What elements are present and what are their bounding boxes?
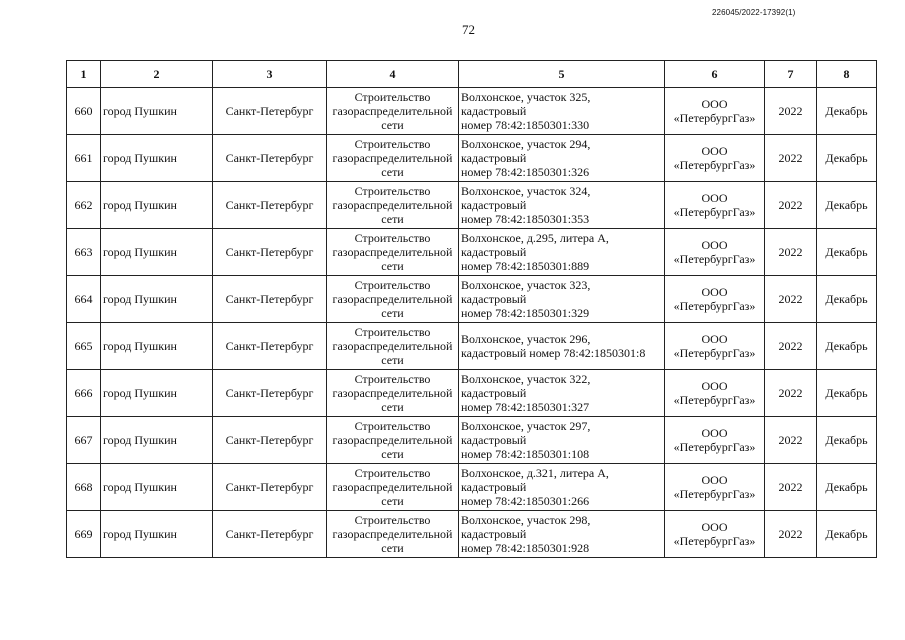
- month-cell: Декабрь: [817, 511, 877, 558]
- table-row: [67, 323, 877, 370]
- row-number-cell: 662: [67, 182, 101, 229]
- row-number-cell: 660: [67, 88, 101, 135]
- table-row: [67, 370, 877, 417]
- work-type-cell: Строительство газораспределительной сети: [327, 464, 459, 511]
- place-cell: город Пушкин: [101, 323, 213, 370]
- table-row: [67, 135, 877, 182]
- place-cell: город Пушкин: [101, 464, 213, 511]
- month-cell: Декабрь: [817, 182, 877, 229]
- organization-cell: ООО «ПетербургГаз»: [665, 511, 765, 558]
- work-type-cell: Строительство газораспределительной сети: [327, 182, 459, 229]
- organization-cell: ООО «ПетербургГаз»: [665, 229, 765, 276]
- year-cell: 2022: [765, 370, 817, 417]
- organization-cell: ООО «ПетербургГаз»: [665, 464, 765, 511]
- document-code: 226045/2022-17392(1): [712, 8, 796, 17]
- month-cell: Декабрь: [817, 229, 877, 276]
- region-cell: Санкт-Петербург: [213, 511, 327, 558]
- work-type-cell: Строительство газораспределительной сети: [327, 276, 459, 323]
- year-cell: 2022: [765, 276, 817, 323]
- year-cell: 2022: [765, 229, 817, 276]
- row-number-cell: 669: [67, 511, 101, 558]
- region-cell: Санкт-Петербург: [213, 182, 327, 229]
- table-row: [67, 464, 877, 511]
- object-cell: Волхонское, участок 324, кадастровый номер 78:42:1850301:353: [459, 182, 665, 229]
- organization-cell: ООО «ПетербургГаз»: [665, 417, 765, 464]
- region-cell: Санкт-Петербург: [213, 135, 327, 182]
- work-type-cell: Строительство газораспределительной сети: [327, 323, 459, 370]
- region-cell: Санкт-Петербург: [213, 229, 327, 276]
- work-type-cell: Строительство газораспределительной сети: [327, 135, 459, 182]
- year-cell: 2022: [765, 135, 817, 182]
- region-cell: Санкт-Петербург: [213, 417, 327, 464]
- place-cell: город Пушкин: [101, 182, 213, 229]
- place-cell: город Пушкин: [101, 511, 213, 558]
- region-cell: Санкт-Петербург: [213, 370, 327, 417]
- place-cell: город Пушкин: [101, 229, 213, 276]
- region-cell: Санкт-Петербург: [213, 276, 327, 323]
- month-cell: Декабрь: [817, 370, 877, 417]
- table-row: [67, 88, 877, 135]
- column-header: 3: [213, 61, 327, 88]
- table-body: [67, 88, 877, 558]
- year-cell: 2022: [765, 88, 817, 135]
- year-cell: 2022: [765, 323, 817, 370]
- table-row: [67, 511, 877, 558]
- organization-cell: ООО «ПетербургГаз»: [665, 135, 765, 182]
- month-cell: Декабрь: [817, 135, 877, 182]
- organization-cell: ООО «ПетербургГаз»: [665, 323, 765, 370]
- column-header: 7: [765, 61, 817, 88]
- organization-cell: ООО «ПетербургГаз»: [665, 88, 765, 135]
- place-cell: город Пушкин: [101, 370, 213, 417]
- page-number: 72: [462, 22, 475, 37]
- table-row: [67, 417, 877, 464]
- organization-cell: ООО «ПетербургГаз»: [665, 370, 765, 417]
- table-row: [67, 229, 877, 276]
- place-cell: город Пушкин: [101, 135, 213, 182]
- header-row: [67, 61, 877, 88]
- row-number-cell: 661: [67, 135, 101, 182]
- table-row: [67, 276, 877, 323]
- year-cell: 2022: [765, 182, 817, 229]
- object-cell: Волхонское, участок 298, кадастровый номер 78:42:1850301:928: [459, 511, 665, 558]
- object-cell: Волхонское, участок 325, кадастровый номер 78:42:1850301:330: [459, 88, 665, 135]
- object-cell: Волхонское, участок 297, кадастровый номер 78:42:1850301:108: [459, 417, 665, 464]
- month-cell: Декабрь: [817, 323, 877, 370]
- region-cell: Санкт-Петербург: [213, 464, 327, 511]
- place-cell: город Пушкин: [101, 276, 213, 323]
- row-number-cell: 663: [67, 229, 101, 276]
- month-cell: Декабрь: [817, 88, 877, 135]
- work-type-cell: Строительство газораспределительной сети: [327, 370, 459, 417]
- row-number-cell: 668: [67, 464, 101, 511]
- column-header: 4: [327, 61, 459, 88]
- organization-cell: ООО «ПетербургГаз»: [665, 276, 765, 323]
- work-type-cell: Строительство газораспределительной сети: [327, 88, 459, 135]
- work-type-cell: Строительство газораспределительной сети: [327, 511, 459, 558]
- column-header: 6: [665, 61, 765, 88]
- work-type-cell: Строительство газораспределительной сети: [327, 229, 459, 276]
- region-cell: Санкт-Петербург: [213, 323, 327, 370]
- object-cell: Волхонское, участок 322, кадастровый номер 78:42:1850301:327: [459, 370, 665, 417]
- year-cell: 2022: [765, 511, 817, 558]
- row-number-cell: 667: [67, 417, 101, 464]
- year-cell: 2022: [765, 417, 817, 464]
- place-cell: город Пушкин: [101, 417, 213, 464]
- row-number-cell: 665: [67, 323, 101, 370]
- organization-cell: ООО «ПетербургГаз»: [665, 182, 765, 229]
- table-row: [67, 182, 877, 229]
- object-cell: Волхонское, участок 296, кадастровый номер 78:42:1850301:8: [459, 323, 665, 370]
- work-type-cell: Строительство газораспределительной сети: [327, 417, 459, 464]
- object-cell: Волхонское, д.321, литера А, кадастровый номер 78:42:1850301:266: [459, 464, 665, 511]
- column-header: 8: [817, 61, 877, 88]
- month-cell: Декабрь: [817, 464, 877, 511]
- column-header: 2: [101, 61, 213, 88]
- place-cell: город Пушкин: [101, 88, 213, 135]
- object-cell: Волхонское, участок 294, кадастровый номер 78:42:1850301:326: [459, 135, 665, 182]
- row-number-cell: 664: [67, 276, 101, 323]
- column-header: 5: [459, 61, 665, 88]
- object-cell: Волхонское, участок 323, кадастровый номер 78:42:1850301:329: [459, 276, 665, 323]
- year-cell: 2022: [765, 464, 817, 511]
- object-cell: Волхонское, д.295, литера А, кадастровый номер 78:42:1850301:889: [459, 229, 665, 276]
- register-table: [66, 60, 877, 558]
- month-cell: Декабрь: [817, 276, 877, 323]
- region-cell: Санкт-Петербург: [213, 88, 327, 135]
- month-cell: Декабрь: [817, 417, 877, 464]
- column-header: 1: [67, 61, 101, 88]
- row-number-cell: 666: [67, 370, 101, 417]
